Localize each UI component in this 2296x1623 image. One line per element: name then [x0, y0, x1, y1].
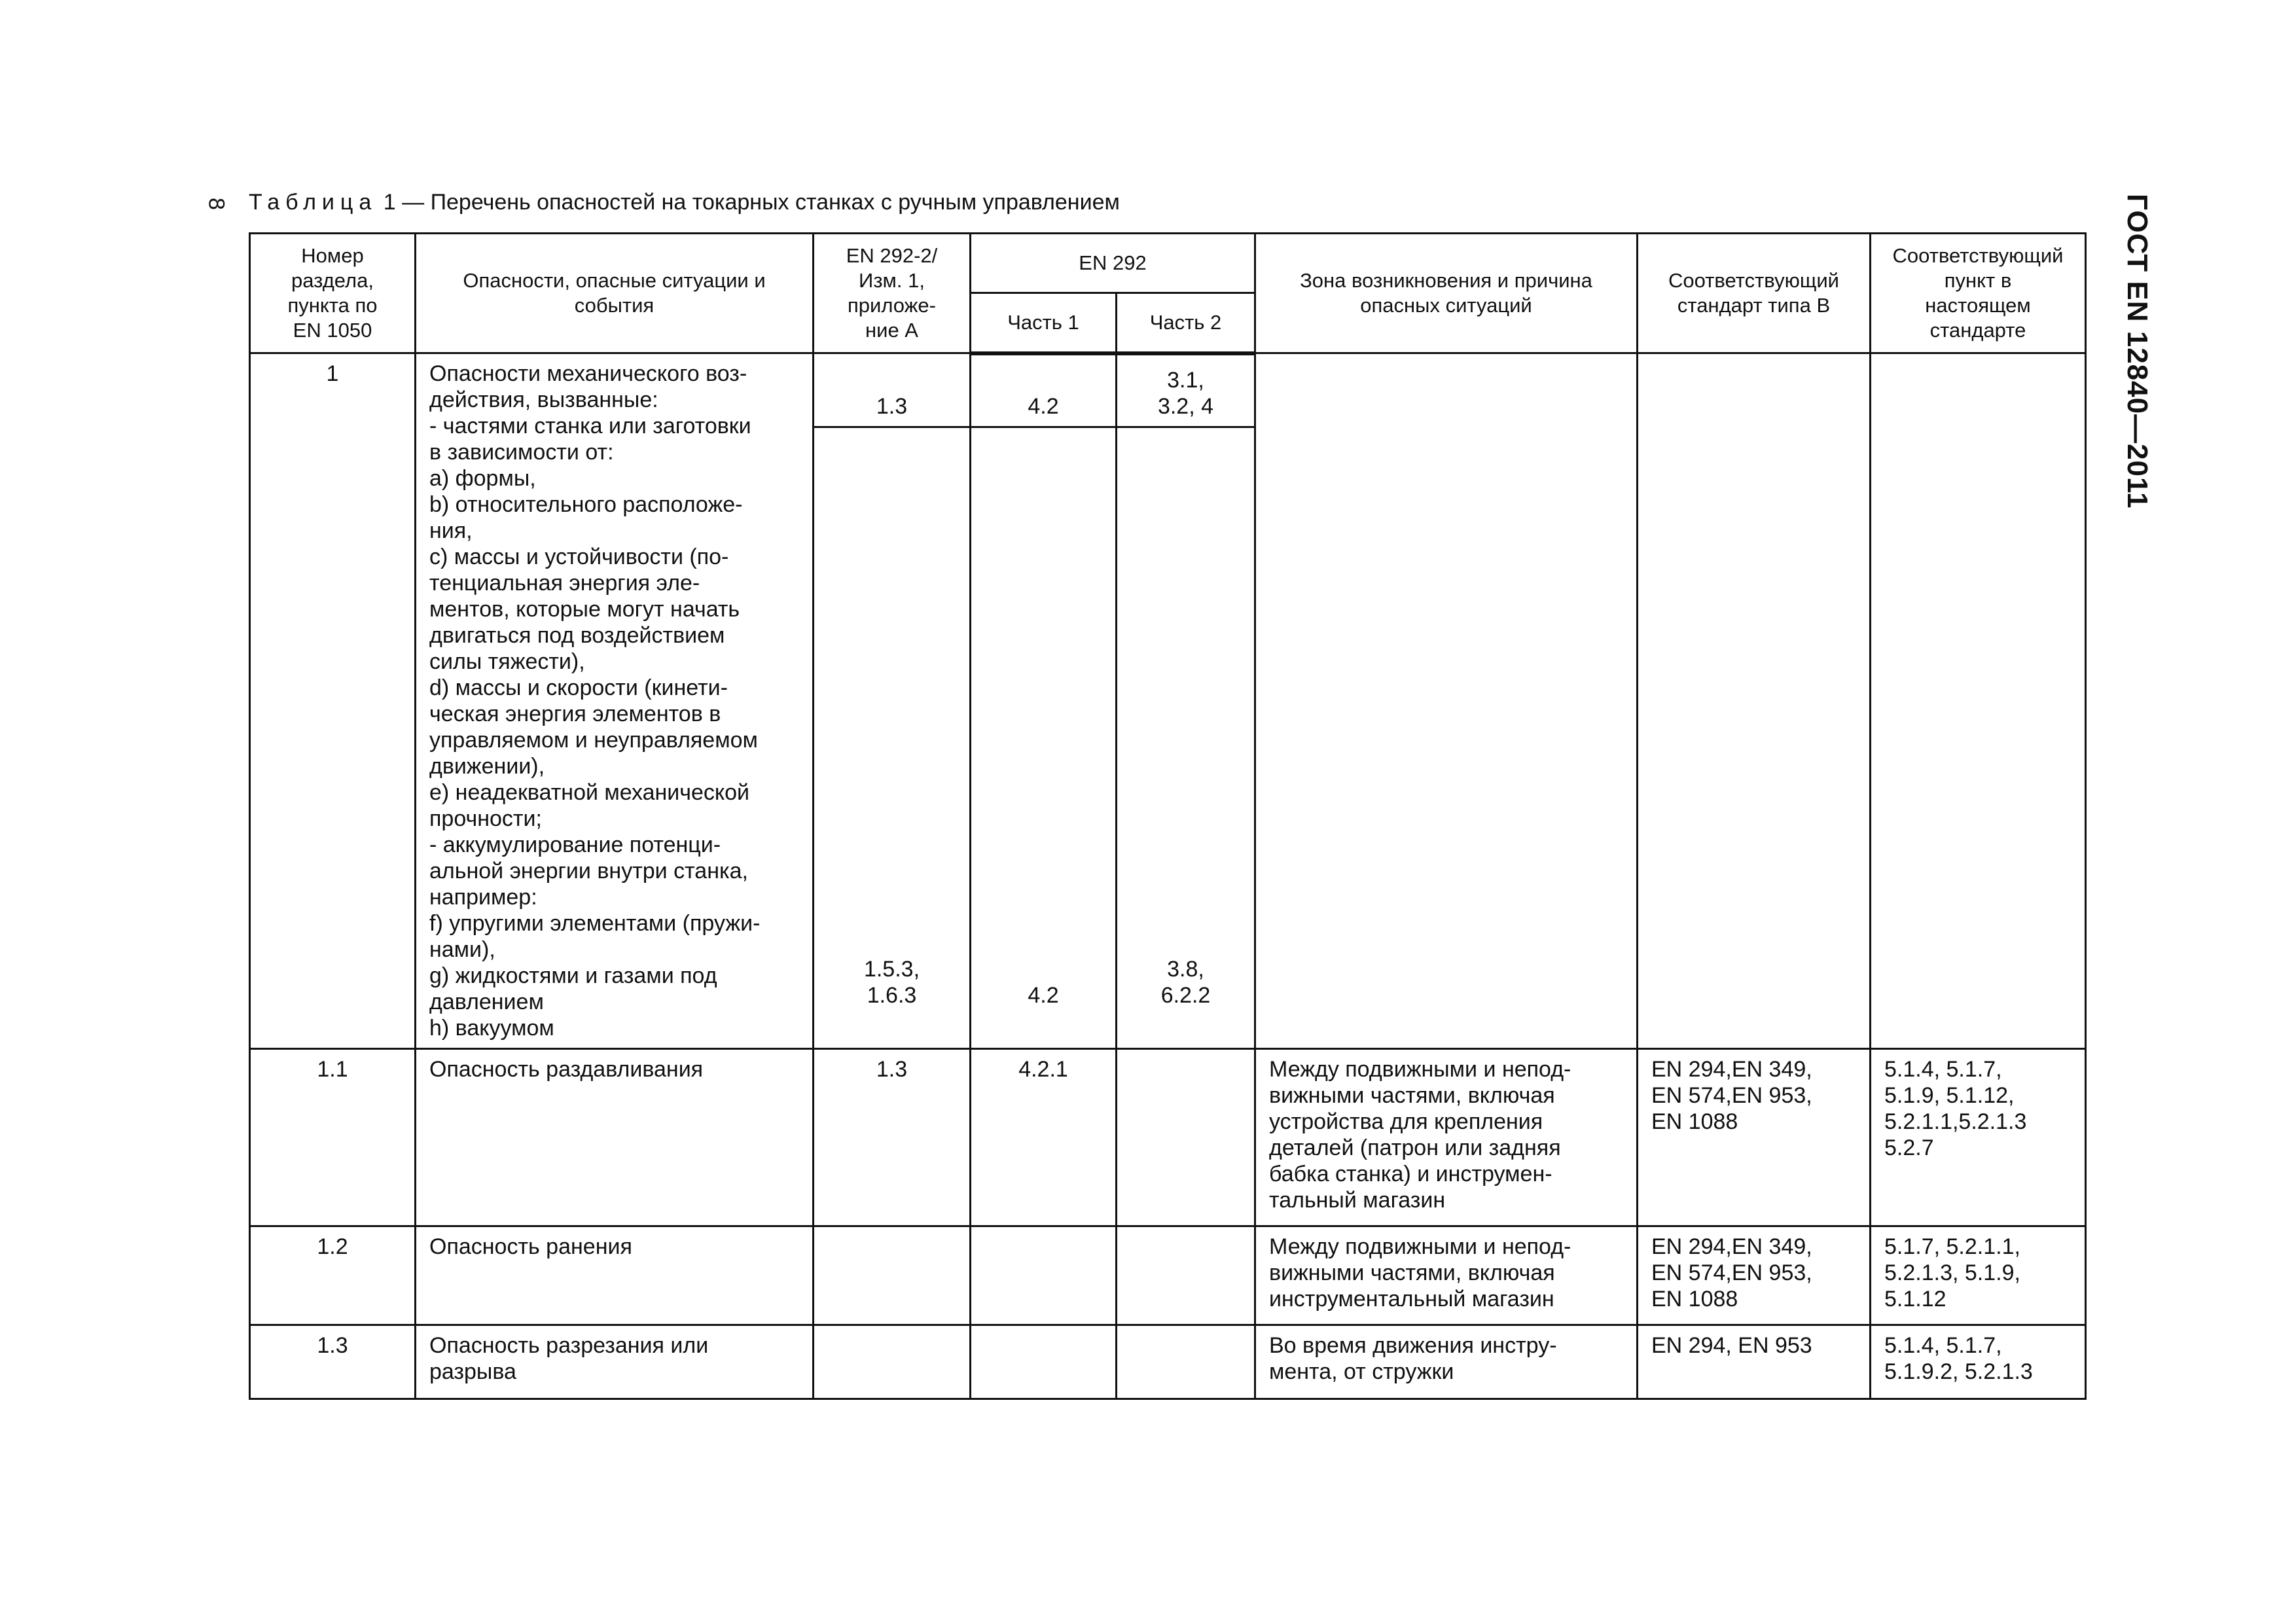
row-en292-2: 1.3 [814, 1049, 971, 1226]
row-clause: 5.1.4, 5.1.7, 5.1.9, 5.1.12, 5.2.1.1,5.2.1.3 5.2.7 [1871, 1049, 2086, 1226]
header-section-number: Номер раздела, пункта по EN 1050 [250, 234, 416, 353]
row-standard-b: EN 294, EN 953 [1638, 1325, 1871, 1399]
header-part-2: Часть 2 [1117, 293, 1255, 353]
header-part-1: Часть 1 [971, 293, 1117, 353]
header-clause: Соответствующий пункт в настоящем стандарте [1871, 234, 2086, 353]
row-en292-2 [814, 1226, 971, 1325]
row-zone: Между подвижными и непод- вижными частями, включая устройства для крепления деталей (патрон или задняя бабка станка) и инструмен- тальный магазин [1255, 1049, 1638, 1226]
row-number: 1.1 [250, 1049, 416, 1226]
row-standard-b [1638, 353, 1871, 1049]
row-number: 1 [250, 353, 416, 1049]
row-zone: Между подвижными и непод- вижными частями, включая инструментальный магазин [1255, 1226, 1638, 1325]
table-row [250, 1049, 2086, 1226]
row-part-1 [971, 1325, 1117, 1399]
row-part-2: 3.8, 6.2.2 [1117, 427, 1255, 1049]
caption-label: Таблица [249, 190, 378, 215]
row-part-1 [971, 1226, 1117, 1325]
row-part-2: 3.1, 3.2, 4 [1117, 353, 1255, 427]
page-number: 8 [204, 198, 229, 210]
table-caption [249, 190, 1120, 215]
row-zone: Во время движения инстру- мента, от стружки [1255, 1325, 1638, 1399]
row-part-2 [1117, 1049, 1255, 1226]
row-en292-2: 1.5.3, 1.6.3 [814, 427, 971, 1049]
row-hazard: Опасность ранения [416, 1226, 814, 1325]
table-row [250, 1325, 2086, 1399]
row-hazard: Опасность разрезания или разрыва [416, 1325, 814, 1399]
row-hazard: Опасности механического воз- действия, вызванные: - частями станка или заготовки в зависимости от: a) формы, b) относительного расположе- ния, c) массы и устойчивости (по- тенциальная энергия эле- ментов, которые могут начать двигаться под воздействием силы тяжести), d) массы и скорости (кинети- ческая энергия элементов в управляемом и неуправляемом движении), e) неадекватной механической прочности; - аккумулирование потенци- альной энергии внутри станка, например: f) упругими элементами (пружи- нами), g) жидкостями и газами под давлением h) вакуумом [416, 353, 814, 1049]
row-part-2 [1117, 1226, 1255, 1325]
header-standard-b: Соответствующий стандарт типа В [1638, 234, 1871, 353]
header-en292-group: EN 292 [971, 234, 1255, 293]
row-clause: 5.1.7, 5.2.1.1, 5.2.1.3, 5.1.9, 5.1.12 [1871, 1226, 2086, 1325]
row-standard-b: EN 294,EN 349, EN 574,EN 953, EN 1088 [1638, 1226, 1871, 1325]
header-row-1 [250, 234, 2086, 293]
row-part-1: 4.2 [971, 427, 1117, 1049]
document-side-title: ГОСТ EN 12840—2011 [2121, 194, 2153, 509]
row-part-2 [1117, 1325, 1255, 1399]
table-row [250, 1226, 2086, 1325]
row-en292-2: 1.3 [814, 353, 971, 427]
header-zone: Зона возникновения и причина опасных ситуаций [1255, 234, 1638, 353]
header-en292-2: EN 292-2/ Изм. 1, приложе- ние А [814, 234, 971, 353]
caption-text: — Перечень опасностей на токарных станках с ручным управлением [402, 190, 1120, 215]
table-body [250, 353, 2086, 1399]
row-en292-2 [814, 1325, 971, 1399]
table-row [250, 353, 2086, 427]
header-hazards: Опасности, опасные ситуации и события [416, 234, 814, 353]
row-zone [1255, 353, 1638, 1049]
row-clause [1871, 353, 2086, 1049]
row-part-1: 4.2 [971, 353, 1117, 427]
row-number: 1.3 [250, 1325, 416, 1399]
table-header [250, 234, 2086, 353]
row-standard-b: EN 294,EN 349, EN 574,EN 953, EN 1088 [1638, 1049, 1871, 1226]
row-clause: 5.1.4, 5.1.7, 5.1.9.2, 5.2.1.3 [1871, 1325, 2086, 1399]
hazards-table [249, 232, 2087, 1400]
row-number: 1.2 [250, 1226, 416, 1325]
caption-number: 1 [383, 190, 396, 215]
row-part-1: 4.2.1 [971, 1049, 1117, 1226]
row-hazard: Опасность раздавливания [416, 1049, 814, 1226]
